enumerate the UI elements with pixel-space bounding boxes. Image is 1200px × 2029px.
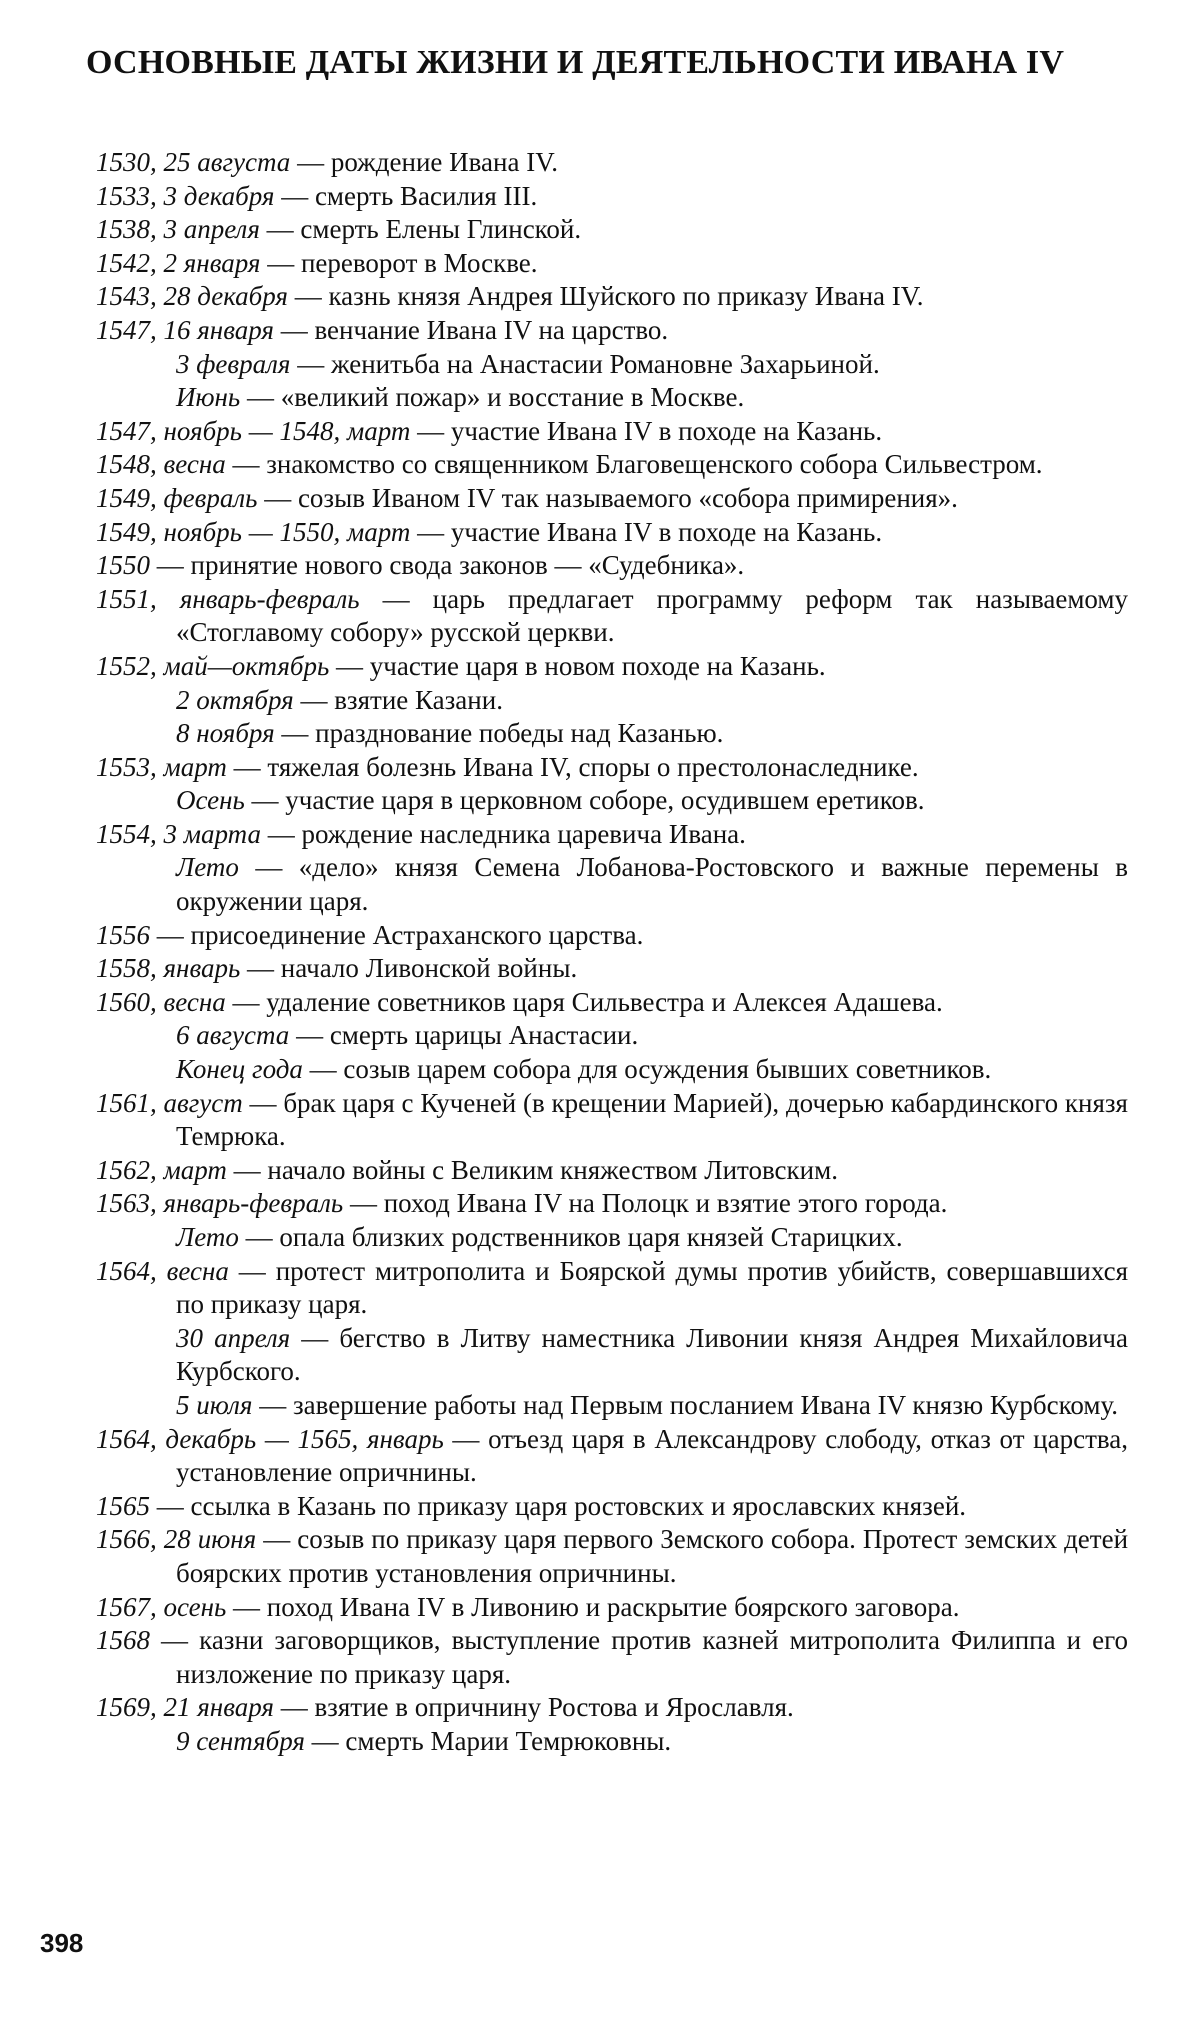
entry-date: 1552, май—октябрь bbox=[96, 650, 330, 681]
entry-date: 9 сентября bbox=[176, 1725, 305, 1756]
entry-text: участие царя в новом походе на Казань. bbox=[369, 650, 826, 681]
chronology-entry bbox=[96, 415, 1128, 449]
entry-text: завершение работы над Первым посланием Ивана IV князю Курбскому. bbox=[292, 1389, 1118, 1420]
entry-dash: — bbox=[226, 1154, 268, 1185]
entry-dash: — bbox=[290, 348, 331, 379]
entry-text: рождение Ивана IV. bbox=[330, 147, 558, 177]
entry-date: 1553, март bbox=[96, 751, 227, 782]
entry-date: Конец года bbox=[176, 1054, 303, 1085]
entry-date: 1554, 3 марта bbox=[96, 818, 261, 849]
entry-dash: — bbox=[293, 684, 335, 715]
entry-text: смерть Елены Глинской. bbox=[300, 214, 582, 245]
entry-date: 1547, ноябрь — 1548, март bbox=[96, 415, 411, 446]
entry-date: 1566, 28 июня bbox=[96, 1524, 257, 1555]
entry-date: 6 августа bbox=[176, 1020, 290, 1051]
chronology-entry bbox=[96, 1523, 1128, 1590]
entry-date: 1533, 3 декабря bbox=[96, 180, 275, 211]
entry-text: венчание Ивана IV на царство. bbox=[314, 314, 669, 345]
entry-dash: — bbox=[225, 449, 267, 480]
entry-text: созыв Иваном IV так называемого «собора примирения». bbox=[297, 482, 958, 513]
entry-dash: — bbox=[150, 1625, 200, 1656]
chronology-entry bbox=[96, 1154, 1128, 1188]
entry-text: казни заговорщиков, выступление против казней митрополита Филиппа и его низложение по приказу царя. bbox=[176, 1625, 1129, 1689]
entry-dash: — bbox=[259, 214, 301, 245]
entry-text: брак царя с Кученей (в крещении Марией), дочерью кабардинского князя Темрюка. bbox=[176, 1087, 1128, 1152]
entry-dash: — bbox=[329, 650, 370, 681]
entry-date: 1550 bbox=[96, 550, 150, 581]
entry-dash: — bbox=[289, 1020, 330, 1051]
chronology-subentry bbox=[96, 717, 1128, 751]
chronology-subentry bbox=[96, 1322, 1128, 1389]
chronology-entry bbox=[96, 986, 1128, 1020]
chronology-entry bbox=[96, 146, 1128, 180]
entry-dash: — bbox=[257, 482, 298, 513]
entry-date: 1549, февраль bbox=[96, 482, 258, 513]
entry-date: 1562, март bbox=[96, 1154, 227, 1185]
chronology-subentry bbox=[96, 784, 1128, 818]
entry-dash: — bbox=[238, 1222, 280, 1252]
entry-text: отъезд царя в Александрову слободу, отказ от царства, установление опричнины. bbox=[176, 1423, 1129, 1488]
entry-dash: — bbox=[273, 1692, 315, 1723]
entry-date: Лето bbox=[176, 852, 239, 883]
entry-text: удаление советников царя Сильвестра и Алексея Адашева. bbox=[266, 986, 943, 1017]
chronology-entry bbox=[96, 314, 1128, 348]
entry-date: 1543, 28 декабря bbox=[96, 281, 288, 312]
entry-dash: — bbox=[260, 247, 301, 278]
chronology-list bbox=[96, 146, 1128, 1759]
entry-date: 1556 bbox=[96, 919, 150, 950]
chronology-subentry bbox=[96, 851, 1128, 918]
entry-date: 1567, осень bbox=[96, 1591, 227, 1622]
entry-date: 1565 bbox=[96, 1490, 150, 1521]
entry-date: 1569, 21 января bbox=[96, 1692, 274, 1723]
chronology-subentry bbox=[96, 1725, 1128, 1759]
entry-dash: — bbox=[410, 415, 451, 446]
entry-text: начало Ливонской войны. bbox=[280, 953, 578, 984]
entry-text: женитьба на Анастасии Романовне Захарьиной. bbox=[330, 348, 880, 379]
entry-text: присоединение Астраханского царства. bbox=[190, 919, 644, 950]
entry-text: созыв по приказу царя первого Земского собора. Протест земских детей боярских против установления опричнины. bbox=[176, 1524, 1129, 1588]
entry-dash: — bbox=[287, 281, 329, 312]
entry-dash: — bbox=[260, 818, 302, 849]
entry-date: 1568 bbox=[96, 1625, 150, 1656]
entry-text: участие Ивана IV в походе на Казань. bbox=[450, 516, 883, 547]
entry-date: 1530, 25 августа bbox=[96, 147, 291, 177]
chronology-subentry bbox=[96, 1019, 1128, 1053]
entry-text: казнь князя Андрея Шуйского по приказу Ивана IV. bbox=[328, 281, 924, 312]
entry-text: взятие в опричнину Ростова и Ярославля. bbox=[314, 1692, 794, 1723]
entry-date: 1564, весна bbox=[96, 1255, 229, 1286]
chronology-entry bbox=[96, 1423, 1128, 1490]
page-number: 398 bbox=[40, 1928, 84, 1958]
entry-date: 1564, декабрь — 1565, январь bbox=[96, 1423, 444, 1454]
chronology-entry bbox=[96, 650, 1128, 684]
entry-date: 1551, январь-февраль bbox=[96, 583, 360, 614]
page-title: ОСНОВНЫЕ ДАТЫ ЖИЗНИ И ДЕЯТЕЛЬНОСТИ ИВАНА IV bbox=[86, 44, 1065, 81]
chronology-entry bbox=[96, 751, 1128, 785]
entry-dash: — bbox=[240, 953, 281, 984]
entry-date: 5 июля bbox=[176, 1389, 253, 1420]
entry-dash: — bbox=[150, 550, 191, 581]
entry-dash: — bbox=[302, 1054, 344, 1085]
entry-date: Июнь bbox=[176, 382, 241, 413]
chronology-entry bbox=[96, 213, 1128, 247]
chronology-entry bbox=[96, 1591, 1128, 1625]
chronology-entry bbox=[96, 1624, 1128, 1691]
entry-text: бегство в Литву наместника Ливонии князя Андрея Михайловича Курбского. bbox=[176, 1322, 1128, 1387]
entry-date: 1563, январь-февраль bbox=[96, 1188, 344, 1219]
entry-text: начало войны с Великим княжеством Литовским. bbox=[267, 1154, 838, 1185]
entry-text: взятие Казани. bbox=[334, 684, 503, 715]
entry-dash: — bbox=[256, 1524, 298, 1555]
entry-text: ссылка в Казань по приказу царя ростовских и ярославских князей. bbox=[190, 1490, 967, 1521]
entry-text: переворот в Москве. bbox=[300, 247, 538, 278]
entry-dash: — bbox=[240, 382, 281, 413]
chronology-entry bbox=[96, 818, 1128, 852]
entry-dash: — bbox=[410, 516, 451, 547]
entry-dash: — bbox=[274, 180, 315, 211]
entry-dash: — bbox=[273, 314, 315, 345]
chronology-entry bbox=[96, 448, 1128, 482]
entry-text: поход Ивана IV в Ливонию и раскрытие боярского заговора. bbox=[266, 1591, 960, 1622]
entry-date: 1560, весна bbox=[96, 986, 226, 1017]
entry-text: участие Ивана IV в походе на Казань. bbox=[450, 415, 883, 446]
entry-dash: — bbox=[226, 751, 268, 782]
entry-dash: — bbox=[244, 785, 286, 816]
entry-date: Осень bbox=[176, 785, 245, 816]
entry-dash: — bbox=[304, 1725, 346, 1756]
chronology-subentry bbox=[96, 348, 1128, 382]
entry-date: 8 ноября bbox=[176, 718, 275, 749]
entry-dash: — bbox=[343, 1188, 384, 1219]
entry-dash: — bbox=[252, 1389, 293, 1420]
entry-text: опала близких родственников царя князей Старицких. bbox=[279, 1222, 903, 1252]
entry-date: Лето bbox=[176, 1222, 239, 1252]
chronology-subentry bbox=[96, 1389, 1128, 1423]
entry-dash: — bbox=[228, 1255, 276, 1286]
chronology-entry bbox=[96, 1187, 1128, 1221]
entry-dash: — bbox=[359, 583, 433, 614]
entry-dash: — bbox=[242, 1087, 284, 1118]
entry-date: 1561, август bbox=[96, 1087, 243, 1118]
chronology-entry bbox=[96, 247, 1128, 281]
entry-text: «великий пожар» и восстание в Москве. bbox=[280, 382, 745, 413]
entry-date: 1547, 16 января bbox=[96, 314, 274, 345]
entry-date: 1558, январь bbox=[96, 953, 241, 984]
entry-date: 2 октября bbox=[176, 684, 294, 715]
entry-text: смерть Василия III. bbox=[314, 180, 538, 211]
chronology-subentry bbox=[96, 1221, 1128, 1255]
entry-text: участие царя в церковном соборе, осудившем еретиков. bbox=[285, 785, 925, 816]
entry-date: 1548, весна bbox=[96, 449, 226, 480]
chronology-subentry bbox=[96, 1053, 1128, 1087]
entry-text: принятие нового свода законов — «Судебника». bbox=[190, 550, 745, 581]
entry-text: празднование победы над Казанью. bbox=[315, 718, 724, 749]
chronology-entry bbox=[96, 549, 1128, 583]
entry-dash: — bbox=[274, 718, 316, 749]
chronology-entry bbox=[96, 1490, 1128, 1524]
chronology-entry bbox=[96, 952, 1128, 986]
entry-dash: — bbox=[150, 919, 191, 950]
entry-date: 30 апреля bbox=[176, 1322, 291, 1353]
chronology-entry bbox=[96, 919, 1128, 953]
entry-date: 3 февраля bbox=[176, 348, 291, 379]
entry-text: поход Ивана IV на Полоцк и взятие этого города. bbox=[383, 1188, 948, 1219]
chronology-subentry bbox=[96, 684, 1128, 718]
entry-dash: — bbox=[443, 1423, 489, 1454]
entry-text: протест митрополита и Боярской думы против убийств, совершавшихся по приказу царя. bbox=[176, 1255, 1128, 1320]
chronology-entry bbox=[96, 180, 1128, 214]
entry-date: 1549, ноябрь — 1550, март bbox=[96, 516, 411, 547]
chronology-entry bbox=[96, 280, 1128, 314]
chronology-entry bbox=[96, 1087, 1128, 1154]
entry-dash: — bbox=[290, 1322, 340, 1353]
chronology-subentry bbox=[96, 381, 1128, 415]
entry-date: 1542, 2 января bbox=[96, 247, 261, 278]
entry-dash: — bbox=[290, 147, 331, 177]
chronology-entry bbox=[96, 1255, 1128, 1322]
entry-text: знакомство со священником Благовещенского собора Сильвестром. bbox=[266, 449, 1043, 480]
chronology-entry bbox=[96, 516, 1128, 550]
chronology-entry bbox=[96, 583, 1128, 650]
entry-dash: — bbox=[150, 1490, 191, 1521]
chronology-entry bbox=[96, 482, 1128, 516]
entry-dash: — bbox=[225, 986, 267, 1017]
entry-text: смерть царицы Анастасии. bbox=[329, 1020, 639, 1051]
entry-text: царь предлагает программу реформ так называемому «Стоглавому собору» русской церкви. bbox=[176, 583, 1129, 648]
chronology-entry bbox=[96, 1691, 1128, 1725]
entry-text: «дело» князя Семена Лобанова-Ростовского и важные перемены в окружении царя. bbox=[176, 852, 1128, 917]
entry-text: созыв царем собора для осуждения бывших советников. bbox=[343, 1054, 992, 1085]
entry-date: 1538, 3 апреля bbox=[96, 214, 260, 245]
entry-text: смерть Марии Темрюковны. bbox=[345, 1725, 672, 1756]
entry-text: тяжелая болезнь Ивана IV, споры о престолонаследнике. bbox=[267, 751, 919, 782]
entry-dash: — bbox=[238, 852, 299, 883]
entry-text: рождение наследника царевича Ивана. bbox=[301, 818, 746, 849]
entry-dash: — bbox=[226, 1591, 267, 1622]
